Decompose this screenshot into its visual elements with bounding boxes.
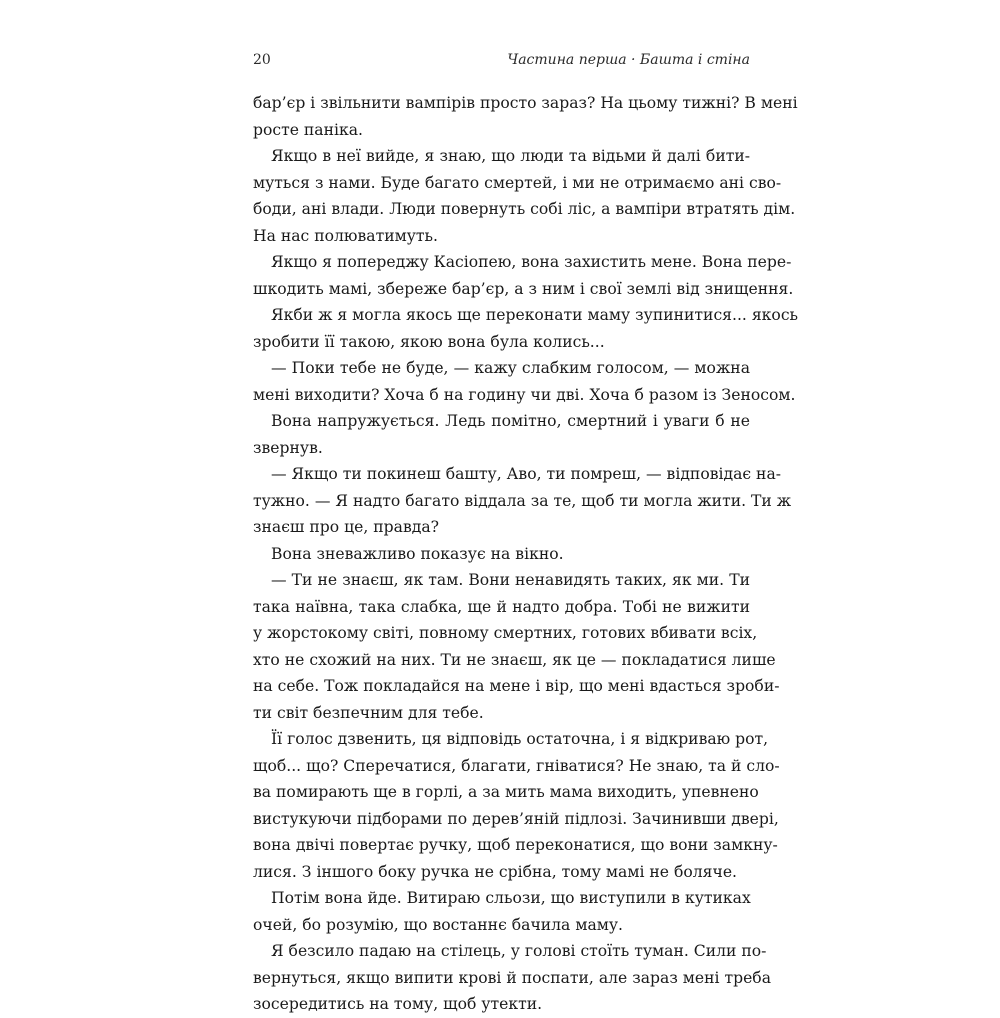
text-line: вернуться, якщо випити крові й поспати, але зараз мені треба [253, 968, 771, 987]
text-line: шкодить мамі, збереже бар’єр, а з ним і свої землі від знищення. [253, 279, 794, 298]
text-line: Я безсило падаю на стілець, у голові стоїть туман. Сили по- [271, 942, 767, 960]
page-number: 20 [253, 52, 271, 68]
text-line: вона двічі повертає ручку, щоб переконатися, що вони замкну- [253, 836, 778, 854]
text-line: така наївна, така слабка, ще й надто добра. Тобі не вижити [253, 597, 750, 616]
text-line: на себе. Тож покладайся на мене і вір, що мені вдасться зроби- [253, 677, 780, 695]
text-line: муться з нами. Буде багато смертей, і ми не отримаємо ані сво- [253, 173, 782, 192]
text-line: щоб... що? Сперечатися, благати, гніватися? Не знаю, та й сло- [253, 756, 780, 775]
running-title: Частина перша · Башта і стіна [507, 52, 750, 68]
running-header [253, 52, 750, 72]
text-line: зосередитись на тому, щоб утекти. [253, 995, 543, 1013]
text-line: — Якщо ти покинеш башту, Аво, ти помреш, — відповідає на- [271, 465, 782, 483]
text-line: тужно. — Я надто багато віддала за те, щоб ти могла жити. Ти ж [253, 491, 792, 510]
text-line: На нас полюватимуть. [253, 226, 438, 245]
text-line: Її голос дзвенить, ця відповідь остаточна, і я відкриваю рот, [271, 730, 769, 748]
text-line: Вона зневажливо показує на вікно. [271, 544, 564, 563]
text-line: — Поки тебе не буде, — кажу слабким голосом, — можна [271, 359, 750, 377]
text-line: знаєш про це, правда? [253, 518, 439, 536]
text-line: звернув. [253, 438, 323, 457]
text-line: Якби ж я могла якось ще переконати маму зупинитися... якось [271, 306, 799, 324]
text-line: боди, ані влади. Люди повернуть собі ліс, а вампіри втратять дім. [253, 200, 796, 218]
text-line: у жорстокому світі, повному смертних, готових вбивати всіх, [253, 624, 758, 642]
text-line: Якщо в неї вийде, я знаю, що люди та відьми й далі бити- [271, 147, 750, 165]
text-line: очей, бо розумію, що востаннє бачила маму. [253, 915, 624, 934]
text-line: росте паніка. [253, 120, 363, 139]
text-line: бар’єр і звільнити вампірів просто зараз? На цьому тижні? В мені [253, 94, 798, 112]
text-line: Потім вона йде. Витираю сльози, що виступили в кутиках [271, 889, 751, 907]
text-line: Якщо я попереджу Касіопею, вона захистить мене. Вона пере- [271, 253, 792, 271]
text-line: мені виходити? Хоча б на годину чи дві. Хоча б разом із Зеносом. [253, 385, 796, 404]
text-line: лися. З іншого боку ручка не срібна, тому мамі не боляче. [253, 862, 738, 881]
text-line: вистукуючи підборами по дерев’яній підлозі. Зачинивши двері, [253, 809, 779, 828]
text-line: — Ти не знаєш, як там. Вони ненавидять таких, як ми. Ти [271, 571, 750, 589]
text-line: ва помирають ще в горлі, а за мить мама виходить, упевнено [253, 783, 759, 801]
text-line: зробити її такою, якою вона була колись... [253, 332, 605, 351]
text-line: хто не схожий на них. Ти не знаєш, як це — покладатися лише [253, 650, 776, 669]
text-line: ти світ безпечним для тебе. [253, 703, 484, 722]
text-line: Вона напружується. Ледь помітно, смертний і уваги б не [271, 412, 750, 430]
body-text [253, 90, 799, 1018]
